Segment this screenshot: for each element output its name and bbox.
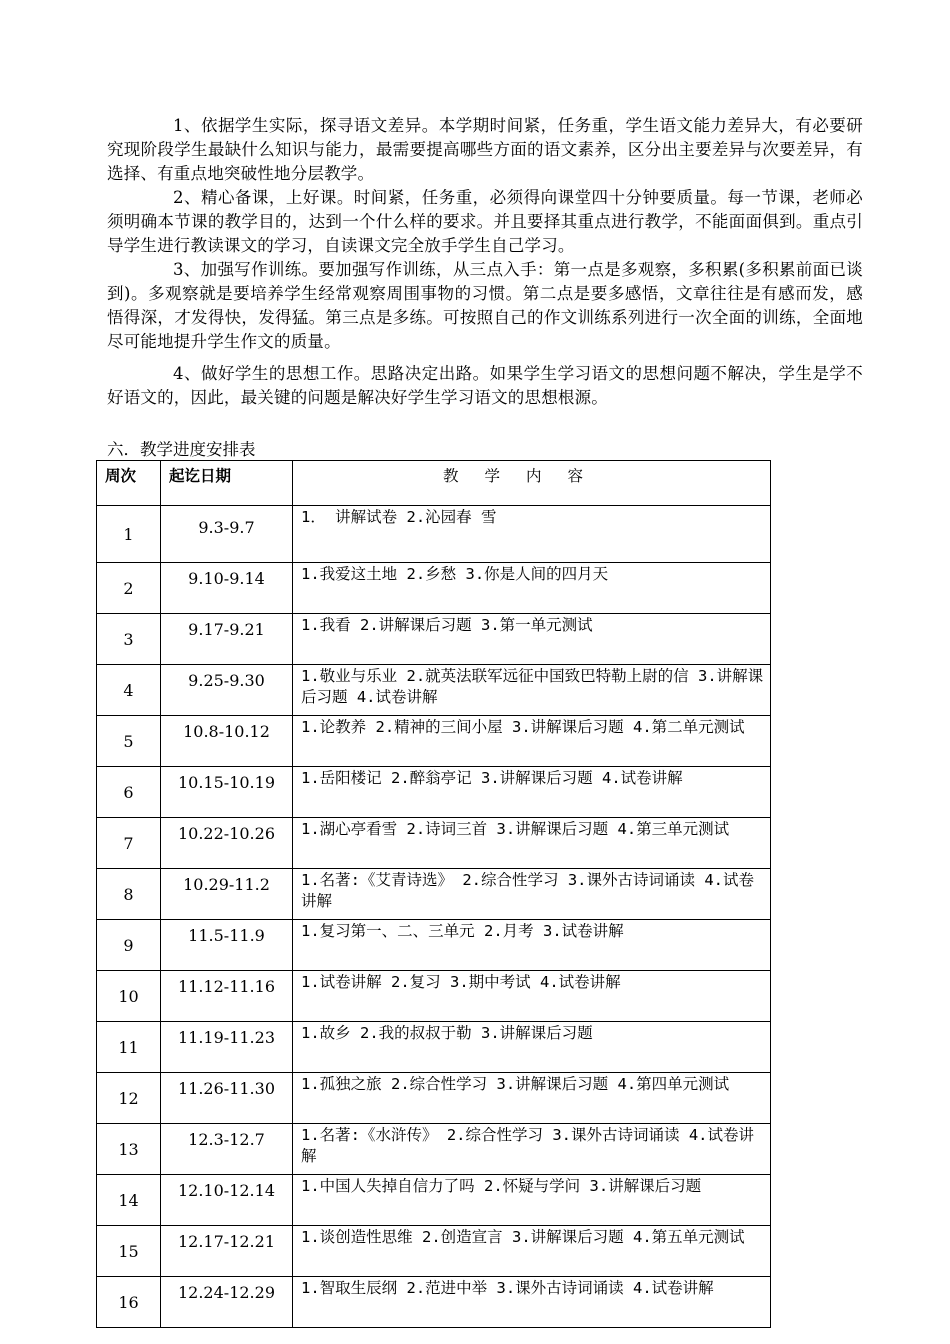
table-row (97, 506, 771, 563)
content-text: 1.名著:《水浒传》 2.综合性学习 3.课外古诗词诵读 4.试卷讲解 (301, 1126, 754, 1165)
content-cell (293, 818, 771, 869)
content-cell (293, 665, 771, 716)
content-text: 1.湖心亭看雪 2.诗词三首 3.讲解课后习题 4.第三单元测试 (301, 820, 730, 838)
week-cell: 7 (97, 818, 161, 869)
date-cell: 9.3-9.7 (161, 506, 293, 563)
content-text: 1.岳阳楼记 2.醉翁亭记 3.讲解课后习题 4.试卷讲解 (301, 769, 683, 787)
week-cell: 14 (97, 1175, 161, 1226)
content-text: 1.名著:《艾青诗选》 2.综合性学习 3.课外古诗词诵读 4.试卷讲解 (301, 871, 754, 910)
week-cell: 5 (97, 716, 161, 767)
week-cell: 8 (97, 869, 161, 920)
date-cell: 12.10-12.14 (161, 1175, 293, 1226)
week-cell: 3 (97, 614, 161, 665)
table-row (97, 971, 771, 1022)
content-cell (293, 716, 771, 767)
date-cell: 12.17-12.21 (161, 1226, 293, 1277)
date-cell: 11.5-11.9 (161, 920, 293, 971)
content-text: 1.试卷讲解 2.复习 3.期中考试 4.试卷讲解 (301, 973, 621, 991)
date-cell: 9.17-9.21 (161, 614, 293, 665)
content-cell (293, 1124, 771, 1175)
table-row (97, 767, 771, 818)
date-cell: 10.29-11.2 (161, 869, 293, 920)
content-text: 1.复习第一、二、三单元 2.月考 3.试卷讲解 (301, 922, 624, 940)
content-cell (293, 1226, 771, 1277)
date-cell: 10.22-10.26 (161, 818, 293, 869)
content-text: 1.故乡 2.我的叔叔于勒 3.讲解课后习题 (301, 1024, 593, 1042)
week-cell: 2 (97, 563, 161, 614)
paragraph-1-text: 1、依据学生实际，探寻语文差异。本学期时间紧，任务重，学生语文能力差异大，有必要研究现阶段学生最缺什么知识与能力，最需要提高哪些方面的语文素养，区分出主要差异与次要差异，有选择、有重点地突破性地分层教学。 (107, 116, 863, 183)
table-row (97, 869, 771, 920)
paragraph-2 (107, 186, 863, 258)
date-cell: 9.25-9.30 (161, 665, 293, 716)
content-cell (293, 1175, 771, 1226)
header-date: 起讫日期 (161, 461, 293, 506)
date-cell: 12.24-12.29 (161, 1277, 293, 1328)
date-cell: 12.3-12.7 (161, 1124, 293, 1175)
content-cell (293, 971, 771, 1022)
content-text: 1.论教养 2.精神的三间小屋 3.讲解课后习题 4.第二单元测试 (301, 718, 745, 736)
week-cell: 16 (97, 1277, 161, 1328)
header-week: 周次 (97, 461, 161, 506)
content-cell (293, 920, 771, 971)
paragraph-4 (107, 362, 863, 410)
table-row (97, 716, 771, 767)
week-cell: 12 (97, 1073, 161, 1124)
date-cell: 10.15-10.19 (161, 767, 293, 818)
paragraph-4-text: 4、做好学生的思想工作。思路决定出路。如果学生学习语文的思想问题不解决，学生是学不好语文的，因此，最关键的问题是解决好学生学习语文的思想根源。 (107, 364, 863, 407)
date-cell: 11.26-11.30 (161, 1073, 293, 1124)
table-row (97, 920, 771, 971)
content-cell (293, 506, 771, 563)
table-row (97, 1073, 771, 1124)
table-row (97, 1175, 771, 1226)
date-cell: 11.19-11.23 (161, 1022, 293, 1073)
date-cell: 10.8-10.12 (161, 716, 293, 767)
table-row (97, 1277, 771, 1328)
week-cell: 9 (97, 920, 161, 971)
content-text: 1.敬业与乐业 2.就英法联军远征中国致巴特勒上尉的信 3.讲解课后习题 4.试卷讲解 (301, 667, 764, 706)
table-row (97, 818, 771, 869)
table-row (97, 563, 771, 614)
content-text: 1.我看 2.讲解课后习题 3.第一单元测试 (301, 616, 593, 634)
table-row (97, 665, 771, 716)
date-cell: 9.10-9.14 (161, 563, 293, 614)
content-cell (293, 1022, 771, 1073)
week-cell: 4 (97, 665, 161, 716)
content-text: 1.我爱这土地 2.乡愁 3.你是人间的四月天 (301, 565, 609, 583)
date-cell: 11.12-11.16 (161, 971, 293, 1022)
table-row (97, 1226, 771, 1277)
week-cell: 11 (97, 1022, 161, 1073)
week-cell: 15 (97, 1226, 161, 1277)
week-cell: 6 (97, 767, 161, 818)
paragraph-2-text: 2、精心备课，上好课。时间紧，任务重，必须得向课堂四十分钟要质量。每一节课，老师必须明确本节课的教学目的，达到一个什么样的要求。并且要择其重点进行教学，不能面面俱到。重点引导学生进行教读课文的学习，自读课文完全放手学生自己学习。 (107, 188, 863, 255)
paragraph-3 (107, 258, 863, 354)
content-text: 1.智取生辰纲 2.范进中举 3.课外古诗词诵读 4.试卷讲解 (301, 1279, 714, 1297)
content-cell (293, 1277, 771, 1328)
table-row (97, 614, 771, 665)
week-cell: 1 (97, 506, 161, 563)
content-cell (293, 563, 771, 614)
paragraph-3-text: 3、加强写作训练。要加强写作训练，从三点入手：第一点是多观察，多积累(多积累前面已谈到)。多观察就是要培养学生经常观察周围事物的习惯。第二点是要多感悟，文章往往是有感而发，感悟得深，才发得快，发得猛。第三点是多练。可按照自己的作文训练系列进行一次全面的训练，全面地尽可能地提升学生作文的质量。 (107, 260, 863, 351)
week-cell: 10 (97, 971, 161, 1022)
content-text: 1.孤独之旅 2.综合性学习 3.讲解课后习题 4.第四单元测试 (301, 1075, 730, 1093)
table-header-row (97, 461, 771, 506)
table-row (97, 1124, 771, 1175)
content-cell (293, 1073, 771, 1124)
content-cell (293, 767, 771, 818)
week-cell: 13 (97, 1124, 161, 1175)
content-cell (293, 869, 771, 920)
content-cell (293, 614, 771, 665)
schedule-table (96, 460, 771, 1328)
content-text: 1.谈创造性思维 2.创造宣言 3.讲解课后习题 4.第五单元测试 (301, 1228, 745, 1246)
content-text: 1． 讲解试卷 2.沁园春 雪 (301, 508, 497, 526)
table-row (97, 1022, 771, 1073)
content-text: 1.中国人失掉自信力了吗 2.怀疑与学问 3.讲解课后习题 (301, 1177, 702, 1195)
header-content: 教学内容 (293, 461, 771, 506)
section-title: 六．教学进度安排表 (107, 440, 256, 459)
paragraph-1 (107, 114, 863, 186)
